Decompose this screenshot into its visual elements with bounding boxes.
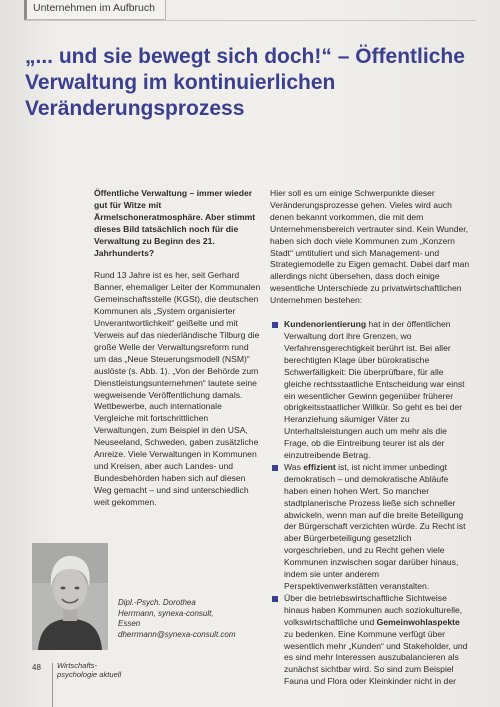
journal-line-1: Wirtschafts-: [57, 661, 98, 670]
square-bullet-icon: [272, 465, 278, 471]
bullet-text: zu bedenken. Eine Kommune verfügt über wesentlich mehr „Kunden“ und Stakeholder, und es sind mehr Interessen auszubalancieren als zunächst sichtbar wird. So sind zum Beispiel Fauna und Flora oder Kleinkinder nicht in der: [284, 628, 468, 687]
footer-divider: [52, 663, 53, 707]
article-headline: [25, 44, 485, 122]
left-column: [94, 188, 262, 509]
author-email: dherrmann@synexa-consult.com: [118, 629, 236, 639]
square-bullet-icon: [272, 322, 278, 328]
journal-name: [57, 661, 121, 679]
bullet-text: ist, ist nicht immer unbedingt demokratisch – und demokratische Abläufe haben einen hohen Wert. So mancher stadtplanerische Prozess ließe sich schneller abwickeln, wenn man auf die breite Beteiligung der Bürgerschaft verzichten würde. Zu Recht ist aber Bürgerbeteiligung gesetzlich vorgeschrieben, und zu Recht gehen viele Kommunen inzwischen sogar darüber hinaus, indem sie unter anderem Perspektivenwerkstätten veranstalten.: [284, 461, 466, 591]
lead-paragraph: Öffentliche Verwaltung – immer wieder gut für Witze mit Ärmelschoneratmosphäre. Aber stimmt dieses Bild tatsächlich noch für die Verwaltung zu Beginn des 21. Jahrhunderts?: [94, 188, 256, 258]
bullet-keyword: effizient: [303, 461, 336, 472]
body-paragraph: Rund 13 Jahre ist es her, seit Gerhard Banner, ehemaliger Leiter der Kommunalen Gemeinschaftsstelle (KGSt), die deutschen Kommunen als „System organisierter Unverantwortlichkeit“ geißelte und mit Verweis auf das niederländische Tilburg die große Welle der Verwaltungsreform rund um das „Neue Steuerungsmodell (NSM)“ auslöste (s. Abb. 1). „Von der Behörde zum Dienstleistungsunternehmen“ lautete seine wegweisende Veröffentlichung damals. Wettbewerbe, auch internationale Vergleiche mit fortschrittlichen Verwaltungen, zum Beispiel in den USA, Neuseeland, Schweden, gaben zusätzliche Anreize. Viele Verwaltungen in Kommunen und Kreisen, aber auch Landes- und Bundesbehörden haben sich auf diesen Weg gemacht – und sind unterschiedlich weit gekommen.: [94, 270, 261, 507]
caption-line-1: Dipl.-Psych. Dorothea: [118, 598, 196, 607]
square-bullet-icon: [272, 596, 278, 602]
intro-paragraph: Hier soll es um einige Schwerpunkte dieser Veränderungsprozesse gehen. Vieles wird auch denen bekannt vorkommen, die mit dem Unternehmensbereich vertrauter sind. Kein Wunder, haben sich doch viele Kommunen zum „Konzern Stadt“ umtituliert und sich Management- und Strategiemodelle zu Eigen gemacht. Dabei darf man allerdings nicht übersehen, dass doch einige wesentliche Unterschiede zu privatwirtschaftlichen Unternehmen bestehen:: [270, 188, 470, 306]
bullet-keyword: Kundenorientierung: [284, 319, 367, 330]
right-column: [270, 188, 470, 688]
author-caption: [118, 598, 258, 640]
bullet-pre: Was: [284, 461, 304, 472]
section-tab: Unternehmen im Aufbruch: [24, 0, 166, 20]
bullet-item: [270, 319, 470, 462]
headline-line-2: Verwaltung im kontinuierlichen: [25, 71, 336, 94]
bullet-text: hat in der öffentlichen Verwaltung dort ihre Grenzen, wo Verfahrensgerechtigkeit berührt ist. Bei aller berechtigten Klage über bürokratische Schwerfälligkeit: Die überprüfbare, für alle gleiche rechtsstaatliche Entscheidung war einst ein wesentlicher Gewinn gegenüber früherer obrigkeitsstaatlicher Willkür. So geht es bei der Heranziehung säumiger Väter zu Unterhaltsleistungen auch um mehr als die Frage, ob die Eintreibung teurer ist als der einzutreibende Betrag.: [284, 319, 465, 461]
caption-line-2: Herrmann, synexa-consult,: [118, 608, 214, 618]
bullet-item: [270, 593, 470, 688]
bullet-item: [270, 462, 470, 593]
bullet-pre: Über die betriebswirtschaftliche Sichtweise hinaus haben Kommunen auch soziokulturelle, volkswirtschaftliche und: [284, 592, 463, 627]
journal-line-2: psychologie aktuell: [57, 670, 122, 679]
section-divider: [24, 20, 476, 21]
page-number: 48: [32, 663, 41, 672]
caption-line-3: Essen: [118, 619, 141, 629]
headline-line-3: Veränderungsprozess: [25, 97, 245, 120]
bullet-keyword: Gemeinwohlaspekte: [376, 616, 460, 627]
author-photo: [32, 543, 108, 650]
headline-line-1: „... und sie bewegt sich doch!“ – Öffentliche: [25, 45, 465, 68]
